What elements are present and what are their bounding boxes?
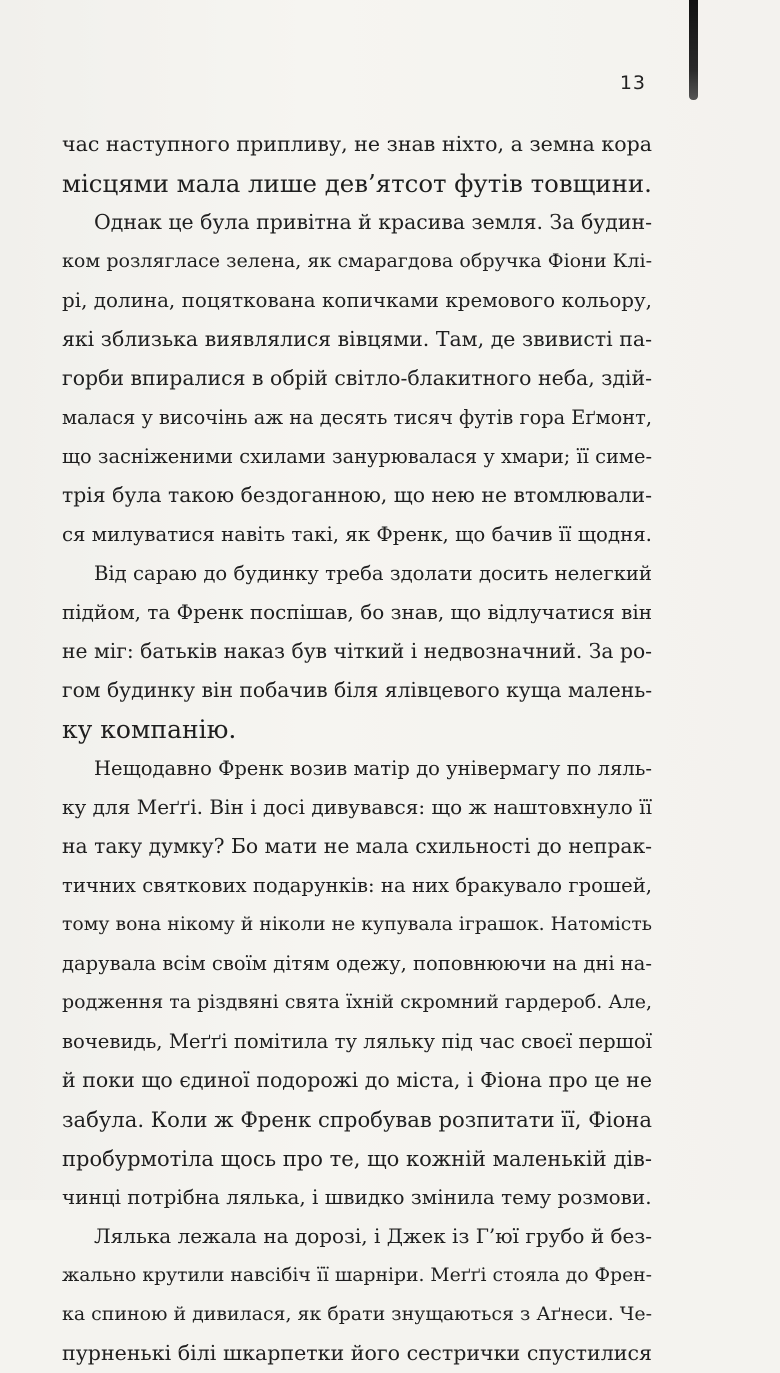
text-line: малася у височінь аж на десять тисяч футів гора Еґмонт, [62, 406, 652, 429]
text-line: ку для Меґґі. Він і досі дивувався: що ж наштовхнуло її [62, 795, 652, 819]
text-line: чинці потрібна лялька, і швидко змінила тему розмови. [62, 1185, 652, 1209]
text-line: пурненькі білі шкарпетки його сестрички спустилися [62, 1341, 652, 1365]
text-line: забула. Коли ж Френк спробував розпитати її, Фіона [62, 1107, 652, 1132]
text-line: ком розлягласе зелена, як смарагдова обручка Фіони Клі- [62, 250, 653, 272]
text-line: ка спиною й дивилася, як брати знущаються з Аґнеси. Че- [62, 1303, 652, 1325]
text-line: родження та різдвяні свята їхній скромний гардероб. Але, [62, 991, 652, 1013]
text-line: підйом, та Френк поспішав, бо знав, що відлучатися він [62, 601, 652, 624]
text-line: ся милуватися навіть такі, як Френк, що бачив її щодня. [62, 523, 652, 546]
body-text [62, 125, 652, 1373]
text-line: пробурмотіла щось про те, що кожній маленькій дів- [62, 1146, 652, 1171]
page-number: 13 [619, 72, 646, 94]
text-line: Нещодавно Френк возив матір до універмагу по ляль- [94, 757, 652, 780]
text-line: тичних святкових подарунків: на них бракувало грошей, [62, 874, 652, 897]
text-line: час наступного припливу, не знав ніхто, а земна кора [62, 132, 652, 156]
text-line: Лялька лежала на дорозі, і Джек із Г’юї грубо й без- [94, 1224, 652, 1248]
text-line: місцями мала лише дев’ятсот футів товщини. [62, 169, 652, 198]
text-line: що засніженими схилами занурювалася у хмари; її симе- [62, 445, 652, 468]
text-line: тому вона нікому й ніколи не купувала іграшок. Натомість [62, 914, 652, 935]
text-line: Однак це була привітна й красива земля. За будин- [94, 210, 653, 234]
text-line: жально крутили навсібіч її шарніри. Меґґі стояла до Френ- [62, 1265, 652, 1286]
text-line: не міг: батьків наказ був чіткий і недвозначний. За ро- [62, 639, 652, 663]
text-line: Від сараю до будинку треба здолати досить нелегкий [94, 562, 652, 585]
text-line: на таку думку? Бо мати не мала схильності до непрак- [62, 834, 653, 858]
text-line: рі, долина, поцяткована копичками кремового кольору, [62, 289, 652, 312]
text-line: ку компанію. [62, 715, 237, 744]
text-line: й поки що єдиної подорожі до міста, і Фіона про це не [62, 1068, 652, 1092]
text-line: дарувала всім своїм дітям одежу, поповнюючи на дні на- [62, 952, 652, 975]
page-edge-mark [689, 0, 698, 100]
text-line: які зблизька виявлялися вівцями. Там, де звивисті па- [62, 327, 652, 351]
text-line: гом будинку він побачив біля ялівцевого куща малень- [62, 678, 653, 702]
text-line: трія була такою бездоганною, що нею не втомлювали- [62, 483, 652, 507]
text-line: горби впиралися в обрій світло-блакитного неба, здій- [62, 366, 652, 390]
text-line: вочевидь, Меґґі помітила ту ляльку під час своєї першої [62, 1030, 652, 1053]
